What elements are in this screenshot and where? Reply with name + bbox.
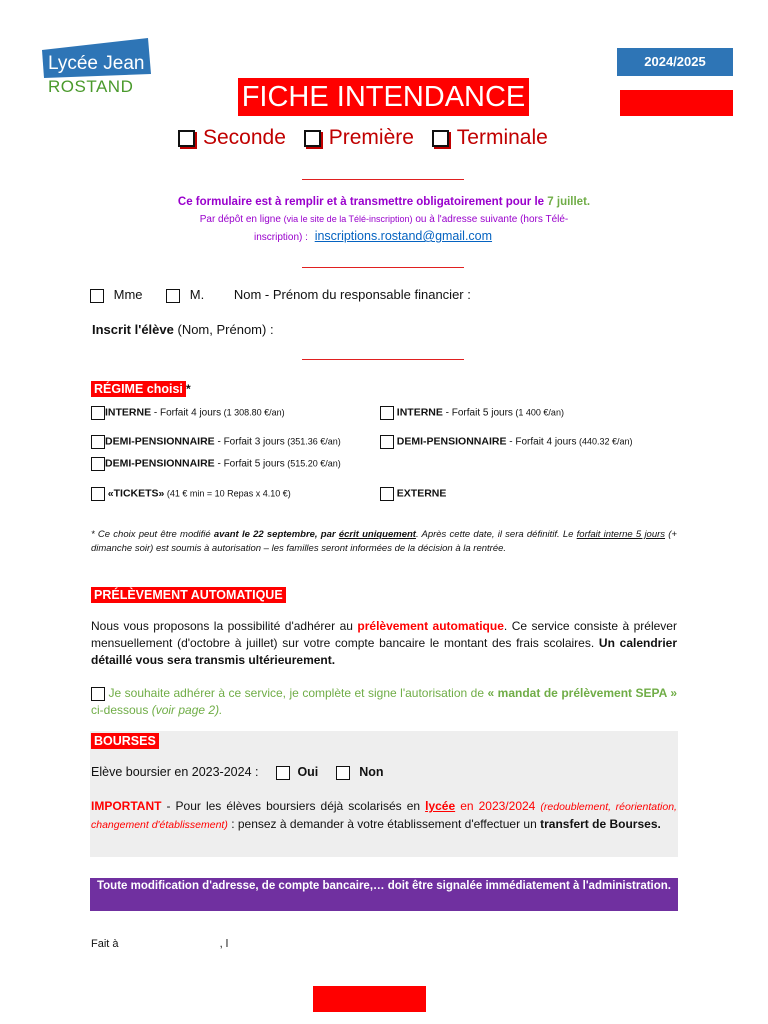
checkbox-non[interactable] <box>336 766 350 780</box>
level-terminale[interactable] <box>432 126 548 149</box>
intro-online: Par dépôt en ligne <box>199 214 281 225</box>
checkbox-icon[interactable] <box>380 406 394 420</box>
bourses-tag: BOURSES <box>91 733 159 749</box>
prelevement-text: . Ce service consiste à prélever mensuellement (d'octobre à juillet) sur votre compte bancaire le montant des frais scolaires. <box>91 619 677 650</box>
note-text: * Ce choix peut être modifié <box>91 529 211 540</box>
checkbox-m[interactable] <box>166 289 180 303</box>
checkbox-icon[interactable] <box>380 435 394 449</box>
level-label: Seconde <box>203 126 286 149</box>
note-forfait: forfait interne 5 jours <box>576 529 666 540</box>
regime-tag: RÉGIME choisi <box>91 381 186 397</box>
important-lycee: lycée <box>425 799 456 813</box>
bourses-section <box>90 731 678 857</box>
bourses-question-row <box>91 765 384 780</box>
option-bold: DEMI-PENSIONNAIRE <box>105 435 215 448</box>
option-price: (515.20 €/an) <box>284 458 341 469</box>
important-text: - Pour les élèves boursiers déjà scolarisés en <box>166 799 421 813</box>
prelevement-paragraph <box>91 618 677 669</box>
checkbox-mme[interactable] <box>90 289 104 303</box>
level-seconde[interactable] <box>178 126 286 149</box>
option-bold: DEMI-PENSIONNAIRE <box>105 457 215 470</box>
note-text: . Après cette date, il sera définitif. Le <box>415 529 574 540</box>
important-transfer: transfert de Bourses. <box>540 817 661 831</box>
prelevement-highlight: prélèvement automatique <box>357 619 504 633</box>
notice-banner: Toute modification d'adresse, de compte bancaire,… doit être signalée immédiatement à l'administration. <box>90 878 678 911</box>
student-label-normal: (Nom, Prénom) : <box>177 322 274 337</box>
fait-label: Fait à <box>91 938 119 950</box>
option-price: (41 € min = 10 Repas x 4.10 €) <box>164 488 291 499</box>
red-bar-bottom <box>313 986 426 1012</box>
checkbox-icon[interactable] <box>304 130 321 147</box>
non-label: Non <box>359 765 384 779</box>
m-label: M. <box>189 287 205 302</box>
option-bold: INTERNE <box>396 406 443 419</box>
intro-address: ou à l'adresse suivante (hors Télé- <box>415 214 569 225</box>
checkbox-icon[interactable] <box>91 687 105 701</box>
note-text: (+ dimanche soir) est soumis à autorisation – les familles seront informées de la décision à la rentrée. <box>91 529 677 554</box>
checkbox-icon[interactable] <box>380 487 394 501</box>
bourses-question: Elève boursier en 2023-2024 : <box>91 765 259 779</box>
option-text: - Forfait 5 jours <box>214 458 285 470</box>
level-label: Terminale <box>456 126 548 149</box>
regime-star: * <box>186 382 191 396</box>
regime-option[interactable] <box>91 457 341 471</box>
checkbox-icon[interactable] <box>91 406 105 420</box>
level-label: Première <box>328 126 414 149</box>
level-premiere[interactable] <box>304 126 414 149</box>
consent-text: Je souhaite adhérer à ce service, je complète et signe l'autorisation de <box>108 686 485 700</box>
option-price: (1 308.80 €/an) <box>221 407 285 418</box>
divider-line <box>302 359 464 360</box>
consent-sepa: « mandat de prélèvement SEPA » <box>487 686 678 700</box>
checkbox-icon[interactable] <box>91 457 105 471</box>
option-bold: EXTERNE <box>396 487 447 500</box>
important-year: en 2023/2024 <box>460 799 536 813</box>
option-price: (1 400 €/an) <box>512 407 564 418</box>
option-text: - Forfait 5 jours <box>442 407 513 419</box>
important-reasons: (redoublement, réorientation, changement d'établissement) <box>91 801 677 831</box>
email-link[interactable]: inscriptions.rostand@gmail.com <box>314 229 493 243</box>
checkbox-icon[interactable] <box>91 435 105 449</box>
school-logo <box>40 36 153 98</box>
civility-row <box>90 287 471 303</box>
regime-option[interactable] <box>380 406 564 420</box>
student-row <box>92 322 274 337</box>
intro-text: Ce formulaire est à remplir et à transmettre obligatoirement pour le <box>177 196 545 208</box>
checkbox-icon[interactable] <box>432 130 449 147</box>
prelevement-calendar: Un calendrier détaillé vous sera transmis ultérieurement. <box>91 636 678 667</box>
regime-option[interactable] <box>380 487 446 501</box>
regime-option[interactable] <box>91 435 341 449</box>
regime-option[interactable] <box>380 435 633 449</box>
intro-site: (via le site de la Télé-inscription) <box>283 214 413 224</box>
important-label: IMPORTANT <box>91 799 162 813</box>
student-label-bold: Inscrit l'élève <box>92 322 174 337</box>
option-text: - Forfait 4 jours <box>151 407 222 419</box>
option-text: - Forfait 4 jours <box>506 436 577 448</box>
bourses-important <box>91 798 677 834</box>
option-price: (351.36 €/an) <box>284 436 341 447</box>
option-text: - Forfait 3 jours <box>214 436 285 448</box>
regime-option[interactable] <box>91 406 285 420</box>
footer-signature <box>91 938 228 950</box>
note-deadline: avant le 22 septembre, par <box>213 529 336 540</box>
divider-line <box>302 267 464 268</box>
page-title: FICHE INTENDANCE <box>238 78 529 116</box>
note-written: écrit uniquement <box>338 529 416 540</box>
date-label: , l <box>219 938 229 950</box>
option-price: (440.32 €/an) <box>576 436 633 447</box>
regime-note <box>91 528 677 556</box>
intro-line2 <box>0 214 768 225</box>
checkbox-oui[interactable] <box>276 766 290 780</box>
checkbox-icon[interactable] <box>91 487 105 501</box>
intro-line3 <box>254 229 492 243</box>
option-bold: «TICKETS» <box>107 487 165 500</box>
year-text: 2024/2025 <box>644 54 706 69</box>
intro-line1 <box>0 196 768 208</box>
red-bar-top <box>620 90 733 116</box>
logo-line2: ROSTAND <box>48 77 134 96</box>
prelevement-text: Nous vous proposons la possibilité d'adhérer au <box>91 619 353 633</box>
intro-inscription: inscription) : <box>254 232 308 243</box>
checkbox-icon[interactable] <box>178 130 195 147</box>
consent-page-ref: (voir page 2). <box>151 703 223 717</box>
important-text: : pensez à demander à votre établissement d'effectuer un <box>231 817 537 831</box>
consent-text: ci-dessous <box>91 703 149 717</box>
financial-responsible-label: Nom - Prénom du responsable financier : <box>233 287 471 302</box>
regime-option[interactable] <box>91 487 291 501</box>
intro-date: 7 juillet. <box>547 196 591 208</box>
divider-line <box>302 179 464 180</box>
logo-line1: Lycée Jean <box>48 53 145 74</box>
oui-label: Oui <box>297 765 319 779</box>
sepa-consent[interactable] <box>91 685 677 719</box>
option-bold: DEMI-PENSIONNAIRE <box>396 435 507 448</box>
prelevement-tag: PRÉLÈVEMENT AUTOMATIQUE <box>91 587 286 603</box>
option-bold: INTERNE <box>105 406 152 419</box>
mme-label: Mme <box>113 287 143 302</box>
level-checkboxes <box>178 126 548 150</box>
year-badge <box>617 48 733 76</box>
